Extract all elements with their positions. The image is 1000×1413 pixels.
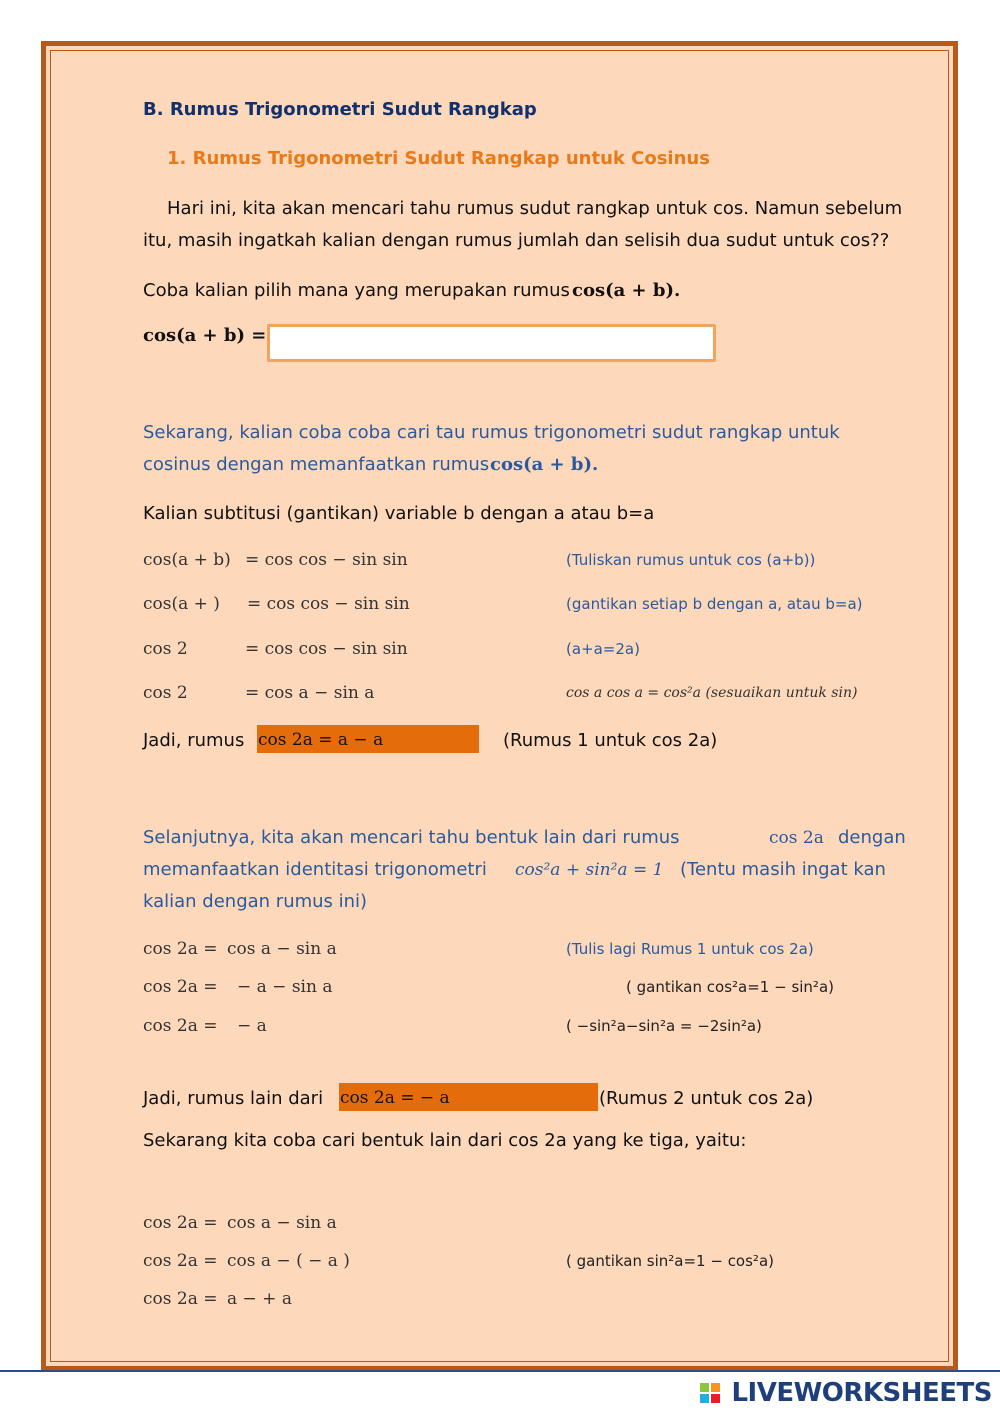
next-line-1-end: dengan xyxy=(838,827,906,848)
step8-lhs: cos 2a = xyxy=(143,1213,218,1233)
input-label: cos(a + b) = xyxy=(143,325,267,346)
step5-rhs: cos a − sin a xyxy=(227,939,337,959)
step6-note: ( gantikan cos²a=1 − sin²a) xyxy=(626,978,834,996)
conclusion1-formula: cos 2a = a − a xyxy=(258,730,384,750)
next-line-1-formula: cos 2a xyxy=(769,828,824,848)
now-formula: cos(a + b). xyxy=(490,454,599,475)
step1-lhs: cos(a + b) xyxy=(143,550,231,570)
section-heading: B. Rumus Trigonometri Sudut Rangkap xyxy=(143,99,537,120)
step2-note: (gantikan setiap b dengan a, atau b=a) xyxy=(566,595,863,613)
liveworksheets-logo-icon xyxy=(700,1383,722,1405)
substitution-text: Kalian subtitusi (gantikan) variable b dengan a atau b=a xyxy=(143,503,655,524)
step8-rhs: cos a − sin a xyxy=(227,1213,337,1233)
step7-rhs: − a xyxy=(237,1016,267,1036)
now-line-1: Sekarang, kalian coba coba cari tau rumus trigonometri sudut rangkap untuk xyxy=(143,422,840,443)
intro-line-1: Hari ini, kita akan mencari tahu rumus sudut rangkap untuk cos. Namun sebelum xyxy=(167,198,903,219)
answer-input-box[interactable] xyxy=(267,324,716,362)
intro-line-2: itu, masih ingatkah kalian dengan rumus jumlah dan selisih dua sudut untuk cos?? xyxy=(143,230,890,251)
step6-rhs: − a − sin a xyxy=(237,977,333,997)
step4-lhs: cos 2 xyxy=(143,683,188,703)
conclusion2-formula: cos 2a = − a xyxy=(340,1088,450,1108)
step4-rhs: = cos a − sin a xyxy=(245,683,375,703)
conclusion2-suffix: (Rumus 2 untuk cos 2a) xyxy=(599,1088,814,1109)
step10-rhs: a − + a xyxy=(227,1289,292,1309)
conclusion1-suffix: (Rumus 1 untuk cos 2a) xyxy=(503,730,718,751)
choose-formula: cos(a + b). xyxy=(572,280,681,301)
step9-rhs: cos a − ( − a ) xyxy=(227,1251,350,1271)
choose-text: Coba kalian pilih mana yang merupakan rumus xyxy=(143,280,570,301)
step9-lhs: cos 2a = xyxy=(143,1251,218,1271)
conclusion1-prefix: Jadi, rumus xyxy=(143,730,245,751)
next-line-1: Selanjutnya, kita akan mencari tahu bentuk lain dari rumus xyxy=(143,827,680,848)
third-form-text: Sekarang kita coba cari bentuk lain dari cos 2a yang ke tiga, yaitu: xyxy=(143,1130,747,1151)
next-line-2-end: (Tentu masih ingat kan xyxy=(680,859,886,880)
step10-lhs: cos 2a = xyxy=(143,1289,218,1309)
conclusion2-prefix: Jadi, rumus lain dari xyxy=(143,1088,324,1109)
step4-note: cos a cos a = cos²a (sesuaikan untuk sin) xyxy=(566,685,858,701)
step9-note: ( gantikan sin²a=1 − cos²a) xyxy=(566,1252,774,1270)
step7-lhs: cos 2a = xyxy=(143,1016,218,1036)
next-line-3: kalian dengan rumus ini) xyxy=(143,891,368,912)
subsection-heading: 1. Rumus Trigonometri Sudut Rangkap untuk Cosinus xyxy=(167,148,710,169)
step3-lhs: cos 2 xyxy=(143,639,188,659)
liveworksheets-logo: LIVEWORKSHEETS xyxy=(731,1378,992,1408)
now-line-2: cosinus dengan memanfaatkan rumus xyxy=(143,454,490,475)
step3-note: (a+a=2a) xyxy=(566,640,640,658)
step6-lhs: cos 2a = xyxy=(143,977,218,997)
footer-line xyxy=(0,1370,1000,1372)
step1-rhs: = cos cos − sin sin xyxy=(245,550,408,570)
step2-rhs: = cos cos − sin sin xyxy=(247,594,410,614)
step3-rhs: = cos cos − sin sin xyxy=(245,639,408,659)
next-line-2: memanfaatkan identitasi trigonometri xyxy=(143,859,487,880)
step5-note: (Tulis lagi Rumus 1 untuk cos 2a) xyxy=(566,940,814,958)
step7-note: ( −sin²a−sin²a = −2sin²a) xyxy=(566,1017,762,1035)
step2-lhs: cos(a + ) xyxy=(143,594,220,614)
step5-lhs: cos 2a = xyxy=(143,939,218,959)
next-line-2-formula: cos²a + sin²a = 1 xyxy=(515,860,664,880)
step1-note: (Tuliskan rumus untuk cos (a+b)) xyxy=(566,551,816,569)
